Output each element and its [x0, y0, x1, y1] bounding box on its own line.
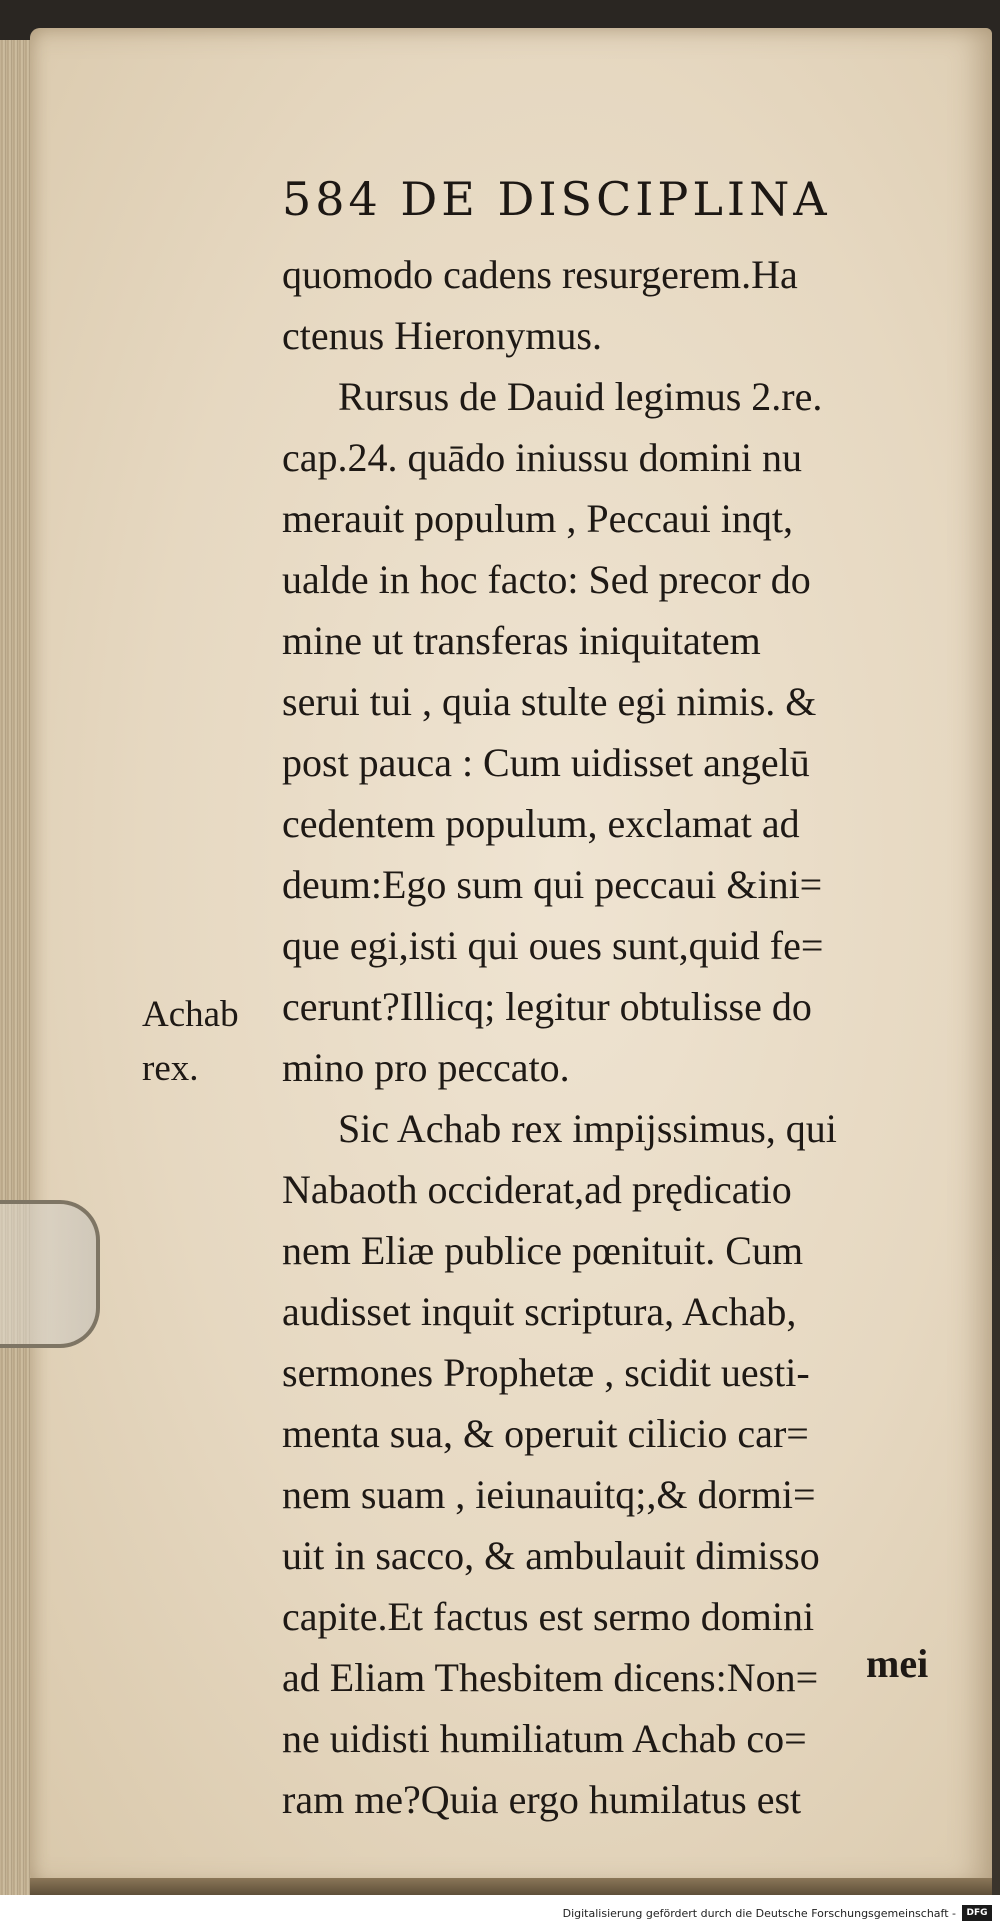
digitization-credit: Digitalisierung gefördert durch die Deutsche Forschungsgemeinschaft - — [562, 1907, 956, 1920]
marginal-note-line: Achab — [142, 994, 239, 1035]
running-head: 584 DE DISCIPLINA — [282, 172, 831, 226]
dfg-logo: DFG — [962, 1905, 992, 1921]
text-line: ualde in hoc facto: Sed precor do — [282, 557, 811, 602]
text-line: cap.24. quādo iniussu domini nu — [282, 435, 802, 480]
text-line: merauit populum , Peccaui inqt, — [282, 496, 793, 541]
text-line: ram me?Quia ergo humilatus est — [282, 1777, 802, 1822]
text-line: uit in sacco, & ambulauit dimisso — [282, 1533, 820, 1578]
page-body-text — [282, 244, 962, 1830]
text-line: cedentem populum, exclamat ad — [282, 801, 800, 846]
text-line: capite.Et factus est sermo domini — [282, 1594, 815, 1639]
text-line: menta sua, & operuit cilicio car= — [282, 1411, 809, 1456]
catchword: mei — [866, 1641, 929, 1686]
text-line: quomodo cadens resurgerem.Ha — [282, 252, 798, 297]
marginal-note — [142, 988, 272, 1096]
text-line: cerunt?Illicq; legitur obtulisse do — [282, 984, 812, 1029]
text-line: Sic Achab rex impijssimus, qui — [338, 1106, 837, 1151]
text-line: nem Eliæ publice pœnituit. Cum — [282, 1228, 804, 1273]
text-line: mino pro peccato. — [282, 1045, 570, 1090]
page-bottom-edge — [30, 1878, 992, 1895]
text-line: audisset inquit scriptura, Achab, — [282, 1289, 797, 1334]
text-line: que egi,isti qui oues sunt,quid fe= — [282, 923, 824, 968]
page-clip — [0, 1200, 100, 1348]
text-line: ad Eliam Thesbitem dicens:Non= — [282, 1655, 819, 1700]
marginal-note-line: rex. — [142, 1048, 199, 1089]
text-line: ctenus Hieronymus. — [282, 313, 602, 358]
text-line: serui tui , quia stulte egi nimis. & — [282, 679, 817, 724]
text-line: post pauca : Cum uidisset angelū — [282, 740, 810, 785]
text-line: mine ut transferas iniquitatem — [282, 618, 761, 663]
text-line: sermones Prophetæ , scidit uesti- — [282, 1350, 810, 1395]
text-line: ne uidisti humiliatum Achab co= — [282, 1716, 807, 1761]
text-line: nem suam , ieiunauitq;,& dormi= — [282, 1472, 816, 1517]
text-line: deum:Ego sum qui peccaui &ini= — [282, 862, 823, 907]
text-line: Rursus de Dauid legimus 2.re. — [338, 374, 823, 419]
text-line: Nabaoth occiderat,ad prędicatio — [282, 1167, 792, 1212]
